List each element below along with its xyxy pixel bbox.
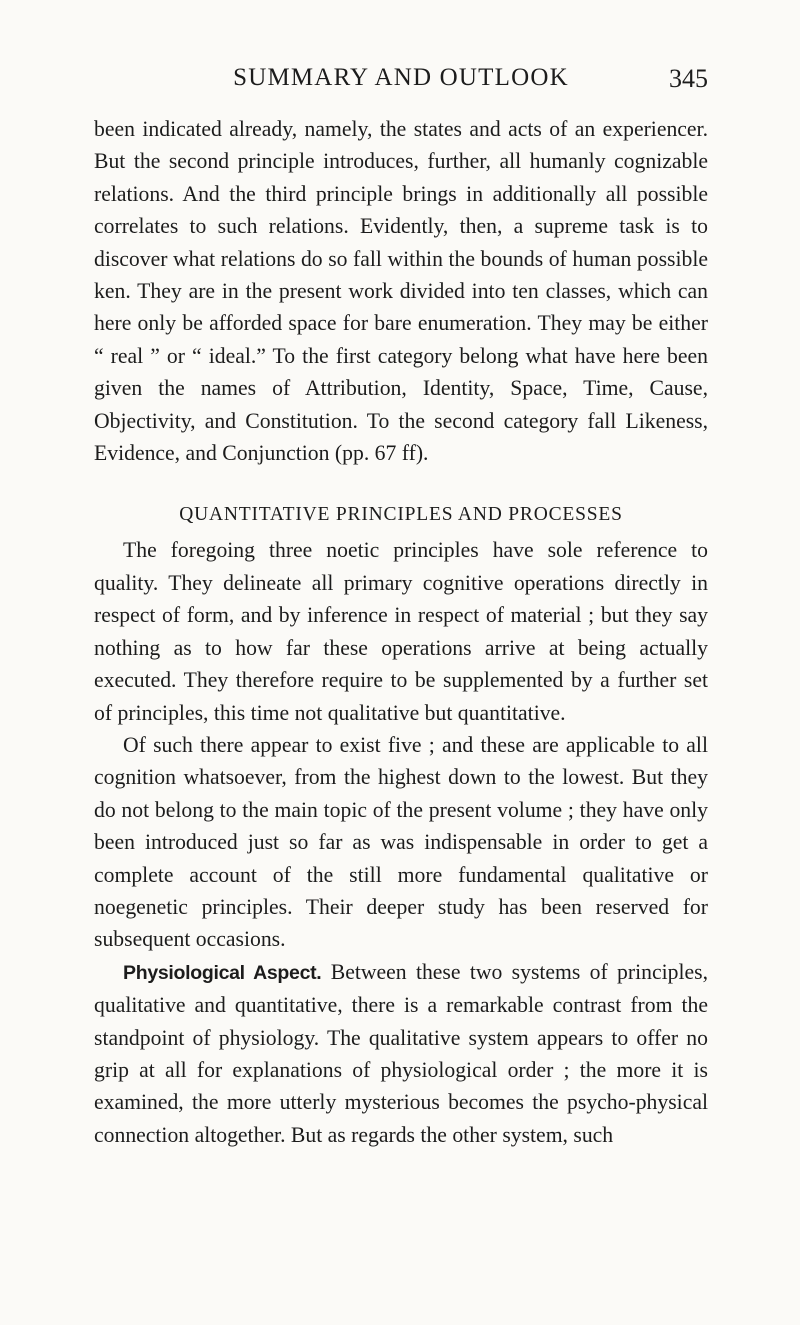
- section-heading: QUANTITATIVE PRINCIPLES AND PROCESSES: [179, 504, 623, 526]
- paragraph-2: The foregoing three noetic principles have sole reference to quality. They delineate all primary cognitive operations directly in respect of form, and by inference in respect of material ; but they say nothing as to how far these operations arrive at being actually executed. They therefore require to be supplemented by a further set of principles, this time not qualitative but quantitative.: [94, 538, 708, 725]
- paragraph-3: Of such there appear to exist five ; and these are applicable to all cognition whatsoever, from the highest down to the lowest. But they do not belong to the main topic of the present volume ; they have only been introduced just so far as was indispensable in order to get a complete account of the still more fundamental qualitative or noegenetic principles. Their deeper study has been reserved for subsequent occasions.: [94, 732, 708, 952]
- paragraph-4: [94, 956, 708, 1151]
- running-head: [94, 64, 708, 104]
- page-number: 345: [669, 64, 708, 93]
- paragraph-4-text: Between these two systems of principles, qualitative and quantitative, there is a remarkable contrast from the standpoint of physiology. The qualitative system appears to offer no grip at all for explanations of physiological order ; the more it is examined, the more utterly mysterious becomes the psycho-physical connection altogether. But as regards the other system, such: [94, 959, 708, 1147]
- paragraph-1: been indicated already, namely, the states and acts of an experiencer. But the second principle introduces, further, all humanly cognizable relations. And the third principle brings in additionally all possible correlates to such relations. Evidently, then, a supreme task is to discover what relations do so fall within the bounds of human possible ken. They are in the present work divided into ten classes, which can here only be afforded space for bare enumeration. They may be either “ real ” or “ ideal.” To the first category belong what have here been given the names of Attribution, Identity, Space, Time, Cause, Objectivity, and Constitution. To the second category fall Likeness, Evidence, and Conjunction (pp. 67 ff).: [94, 117, 708, 466]
- run-in-heading: Physiological Aspect.: [123, 961, 322, 984]
- body-text: [94, 113, 708, 1151]
- running-title: SUMMARY AND OUTLOOK: [233, 64, 569, 91]
